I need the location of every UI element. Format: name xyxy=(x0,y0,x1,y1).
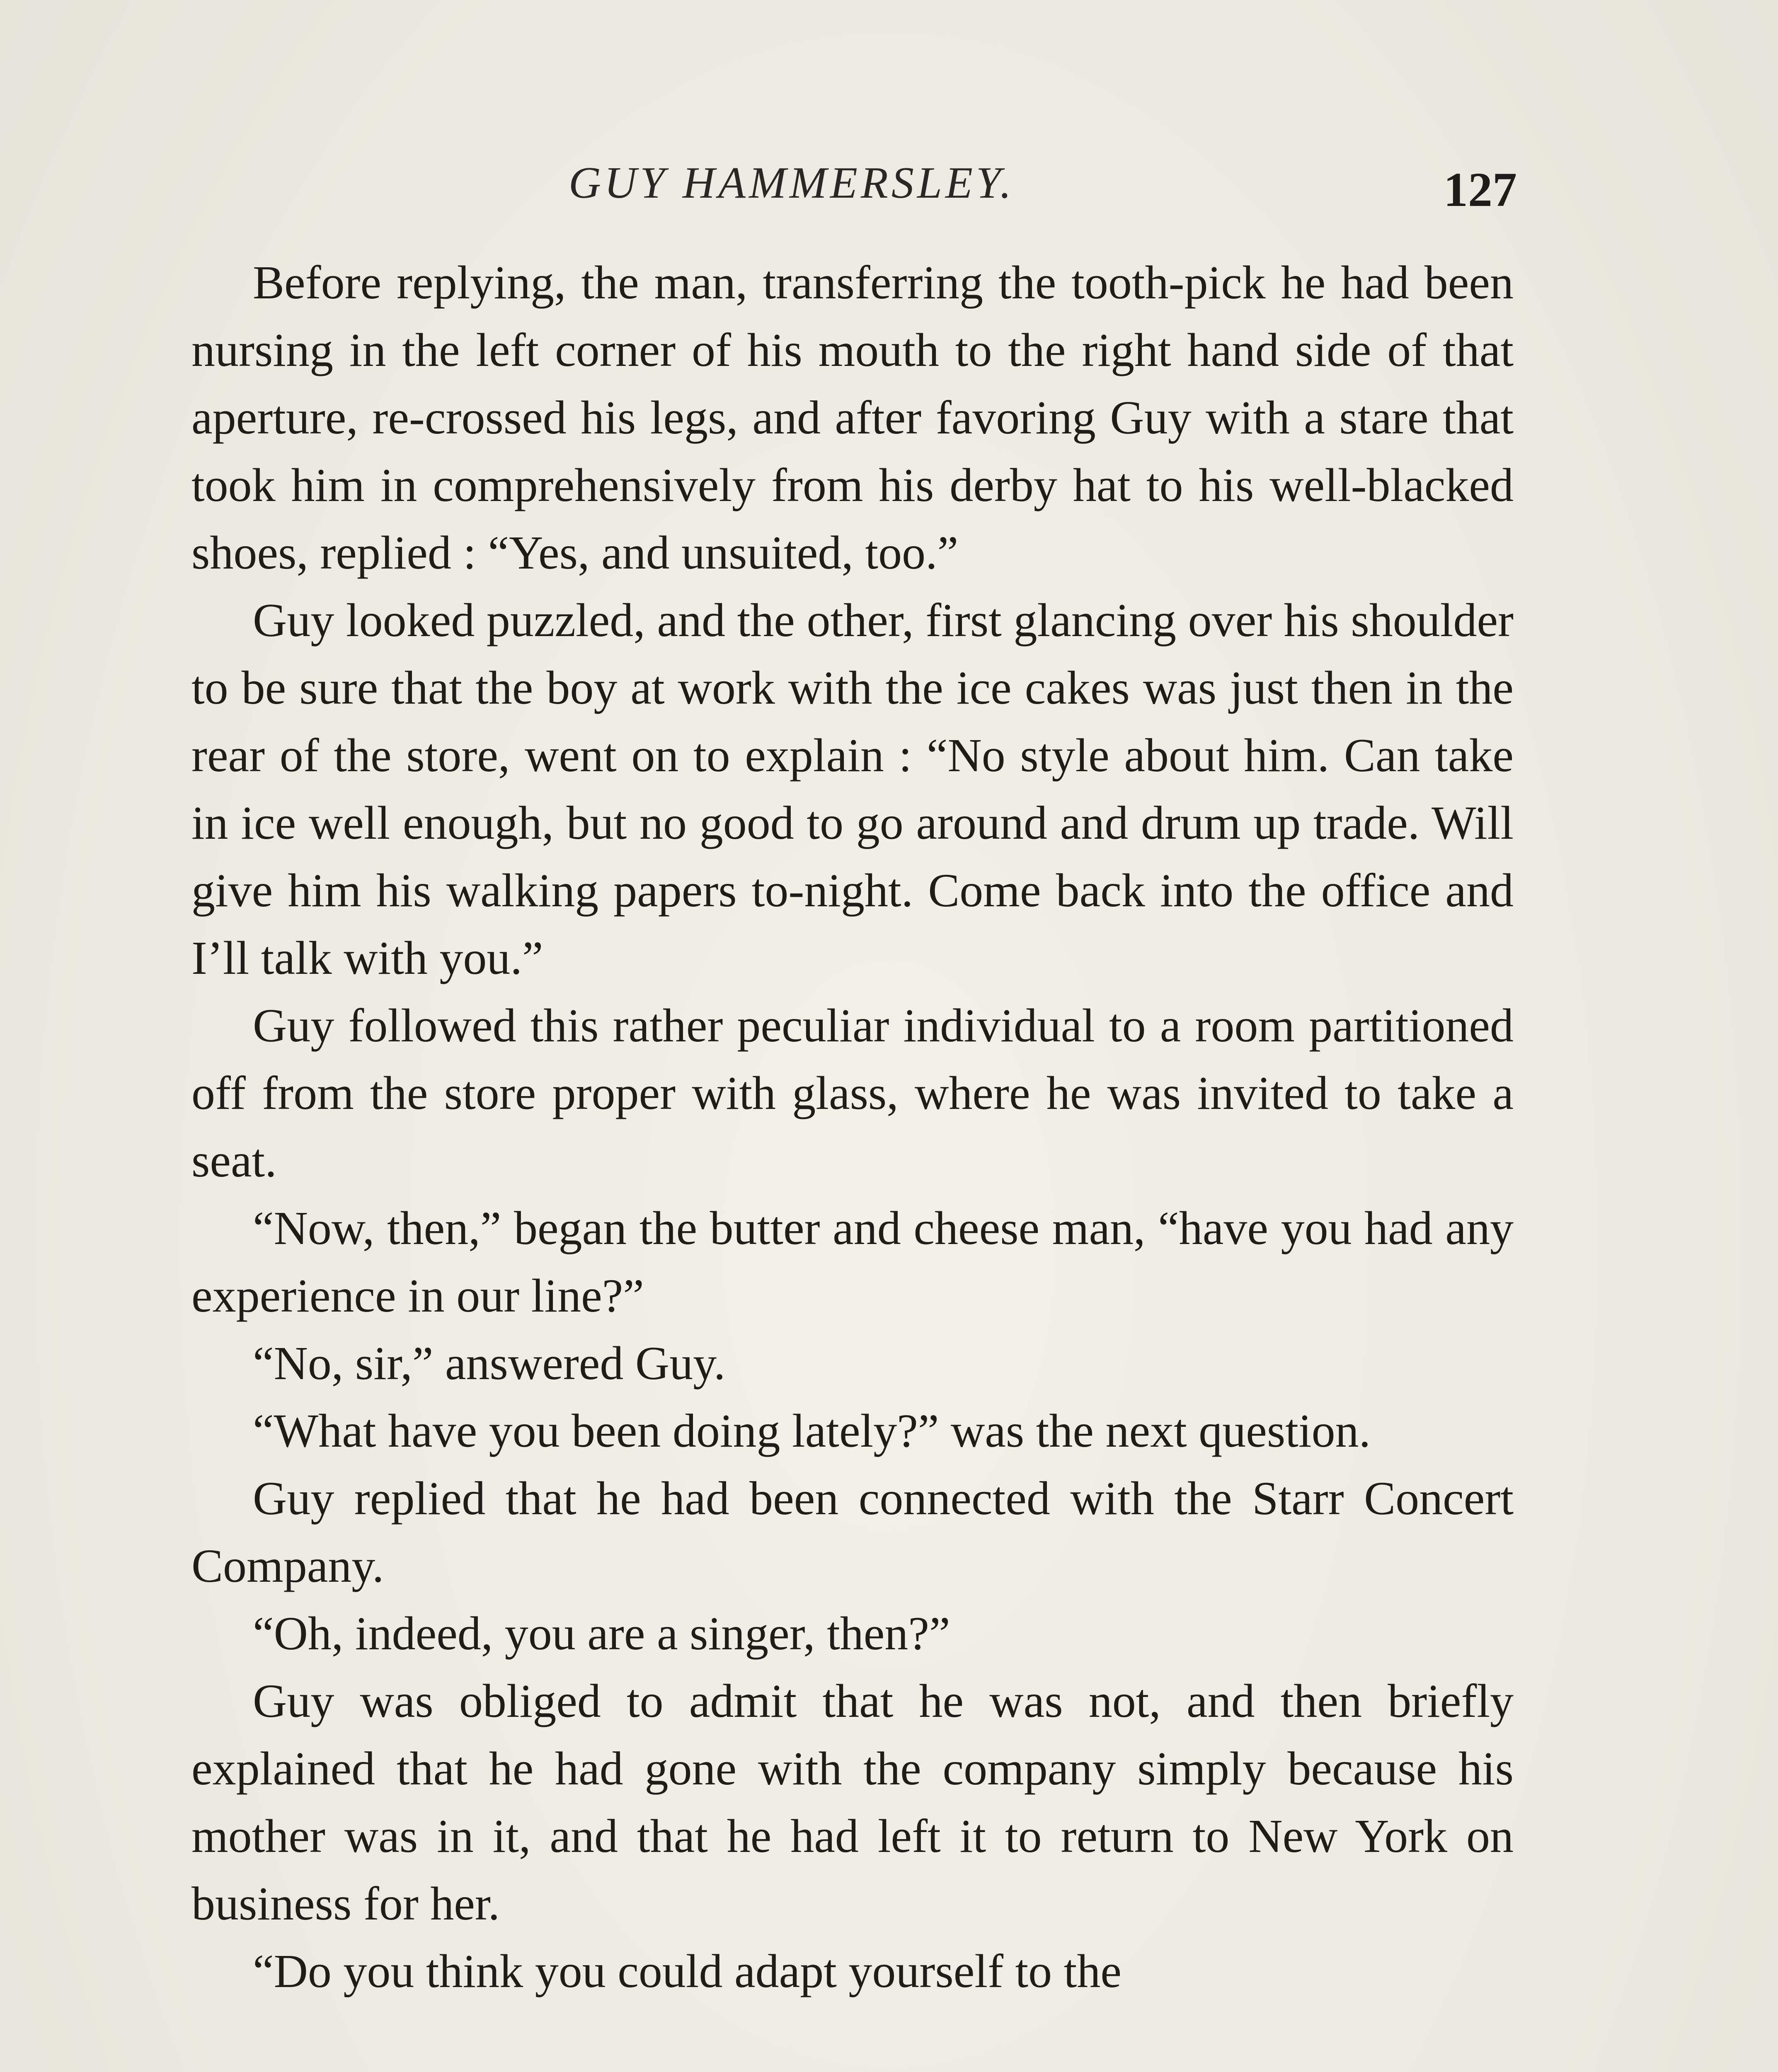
paragraph-9: Guy was obliged to admit that he was not, and then briefly explained that he had gone with the company simply because his mother was in it, and that he had left it to return to New York on business for her. xyxy=(191,1675,1514,1930)
paragraph-2: Guy looked puzzled, and the other, first glancing over his shoulder to be sure that the boy at work with the ice cakes was just then in the rear of the store, went on to explain : “No style about him. Can take in ice well enough, but no good to go around and drum up trade. Will give him his walking papers to-night. Come back into the office and I’ll talk with you.” xyxy=(191,594,1514,984)
paragraph-1: Before replying, the man, transferring the tooth-pick he had been nursing in the left corner of his mouth to the right hand side of that aperture, re-crossed his legs, and after favoring Guy with a stare that took him in comprehensively from his derby hat to his well-blacked shoes, replied : “Yes, and unsuited, too.” xyxy=(191,256,1514,579)
running-title: GUY HAMMERSLEY. xyxy=(568,158,1015,208)
page-number: 127 xyxy=(1444,162,1517,217)
running-head xyxy=(191,149,1517,232)
paragraph-3: Guy followed this rather peculiar individual to a room partitioned off from the store proper with glass, where he was invited to take a seat. xyxy=(191,999,1514,1187)
paragraph-8: “Oh, indeed, you are a singer, then?” xyxy=(253,1607,950,1660)
body-text xyxy=(191,249,1514,2005)
paragraph-6: “What have you been doing lately?” was the next question. xyxy=(253,1404,1371,1457)
paragraph-4: “Now, then,” began the butter and cheese man, “have you had any experience in our line?” xyxy=(191,1202,1514,1322)
paragraph-5: “No, sir,” answered Guy. xyxy=(253,1337,726,1389)
paragraph-7: Guy replied that he had been connected with the Starr Concert Company. xyxy=(191,1472,1514,1592)
paragraph-10: “Do you think you could adapt yourself to the xyxy=(253,1945,1122,1997)
